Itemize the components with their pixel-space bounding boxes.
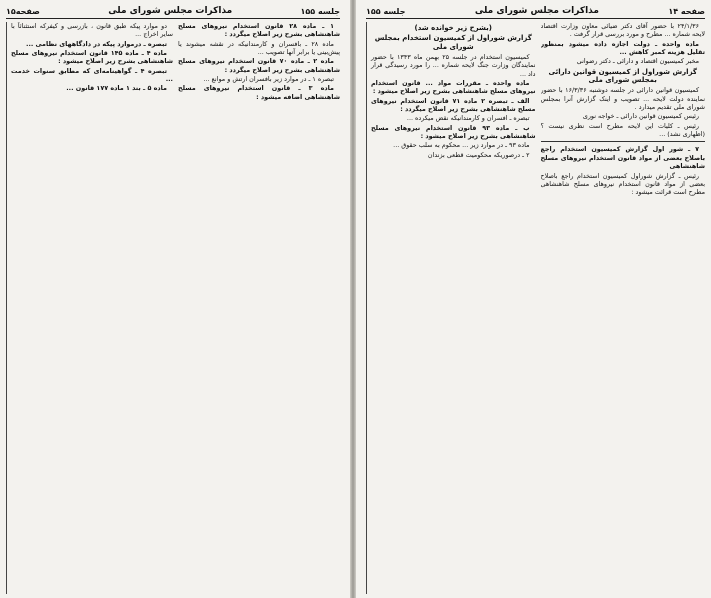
paragraph: ماده واحده ـ دولت اجازه داده میشود بمنظور تقلیل هزینه کمبر کاهش ... (540, 39, 705, 57)
left-page-header (6, 4, 340, 19)
paragraph: ب ـ ماده ۹۳ قانون استخدام نیروهای مسلح شاهنشاهی بشرح زیر اصلاح میشود : (371, 123, 536, 141)
section-heading: (بشرح زیر خوانده شد) (414, 24, 492, 32)
right-page-column-left (366, 22, 536, 594)
paragraph: تبصره ـ درموارد پیکه در دادگاههای نظامی ... (26, 39, 167, 48)
right-page-number: صفحه ۱۴ (668, 6, 705, 16)
divider (541, 141, 706, 142)
right-page-header (366, 4, 705, 19)
paragraph: ۲۴/۱/۳۶ با حضور آقای دکتر ضیائی معاون وزارت اقتصاد لایحه شماره ... مطرح و مورد بررسی قرار گرفت . (540, 22, 705, 39)
paragraph: دو موارد پیکه طبق قانون ، بازرسی و کیفرکه استثنائاً با سایر اخراج ... (11, 22, 173, 39)
left-page-column-left (6, 22, 173, 594)
paragraph: ماده ۲ ـ ماده ۷۰ قانون استخدام نیروهای مسلح شاهنشاهی بشرح زیر اصلاح میگردد : (178, 57, 340, 74)
section-heading: گزارش شوراول از کمیسیون استخدام بمجلس شورای ملی (374, 34, 532, 51)
left-page-title: مذاکرات مجلس شورای ملی (108, 6, 233, 16)
paragraph: ماده واحده ـ مقررات مواد ... قانون استخدام نیروهای مسلح شاهنشاهی بشرح زیر اصلاح میشود : (371, 79, 536, 96)
paragraph: تبصره ـ افسران و کارمندانیکه نقض میکرده ... (406, 114, 530, 123)
left-page-session: جلسه ۱۵۵ (300, 6, 340, 16)
agenda-heading: ۷ ـ شور اول گزارش کمیسیون استخدام راجع باصلاح بعضی از مواد قانون استخدام نیروهای مسلح شاهنشاهی (540, 145, 705, 171)
right-page (356, 0, 711, 598)
paragraph: ماده ۹۳ ـ در موارد زیر ... محکوم به سلب حقوق ... (393, 141, 530, 150)
paragraph: کمیسیون قوانین دارائی در جلسه دوشنبه ۱۶/۳/۳۶ با حضور نماینده دولت لایحه ... تصویب و اینک گزارش آنرا بمجلس شورای ملی تقدیم میدارد . (540, 86, 705, 112)
paragraph: رئیس ـ گزارش شوراول کمیسیون استخدام راجع باصلاح بعضی از مواد قانون استخدام نیروهای مسلح شاهنشاهی مطرح است قرائت میشود : (540, 171, 705, 197)
section-heading: گزارش شوراول از کمیسیون قوانین دارائی بمجلس شورای ملی (548, 67, 697, 85)
paragraph: تبصره ۴ ـ گواهینامه‌ای که مطابق سنوات خدمت ... (11, 66, 173, 84)
paragraph: الف ـ تبصره ۲ ماده ۷۱ قانون استخدام نیروهای مسلح شاهنشاهی بشرح زیر اصلاح میگردد : (371, 96, 536, 114)
paragraph: مخبر کمیسیون اقتصاد و دارائی ـ دکتر رضوانی (576, 57, 699, 66)
left-page-columns (6, 22, 340, 594)
paragraph: ماده ۲۸ ـ بافسران و کارمندانیکه در نقشه میشوند یا پیش‌بینی یا برابر آنها تصویب ... (178, 39, 340, 57)
right-page-title: مذاکرات مجلس شورای ملی (474, 6, 599, 16)
left-page-column-right (178, 22, 340, 594)
paragraph: ماده ۵ ـ بند ۱ ماده ۱۷۷ قانون ... (66, 84, 167, 93)
paragraph: ۲ ـ درصوریکه محکومیت قطعی بزندان (427, 150, 530, 159)
paragraph: ماده ۴ ـ ماده ۱۴۵ قانون استخدام نیروهای مسلح شاهنشاهی بشرح زیر اصلاح میشود : (11, 49, 173, 66)
paragraph: ۱ ـ ماده ۲۸ قانون استخدام نیروهای مسلح شاهنشاهی بشرح زیر اصلاح میگردد : (178, 22, 340, 39)
paragraph: ماده ۳ ـ قانون استخدام نیروهای مسلح شاهنشاهی اضافه میشود : (178, 84, 340, 101)
right-page-column-right (541, 22, 706, 594)
left-page (0, 0, 350, 598)
right-page-columns (366, 22, 705, 594)
paragraph: کمیسیون استخدام در جلسه ۲۵ بهمن ماه ۱۳۴۳ با حضور نمایندگان وزارت جنگ لایحه شماره ... را مورد رسیدگی قرار داد ... (371, 53, 536, 78)
paragraph: تبصره ۱ ـ در موارد زیر بافسران ارتش و موانع ... (203, 75, 334, 84)
paragraph: رئیس کمیسیون قوانین دارائی ـ خواجه نوری (582, 112, 699, 121)
right-page-session: جلسه ۱۵۵ (366, 6, 406, 16)
paragraph: رئیس ـ کلیات این لایحه مطرح است نظری نیست ؟ (اظهاری نشد) ... (540, 121, 705, 139)
left-page-number: صفحه۱۵ (6, 6, 40, 16)
